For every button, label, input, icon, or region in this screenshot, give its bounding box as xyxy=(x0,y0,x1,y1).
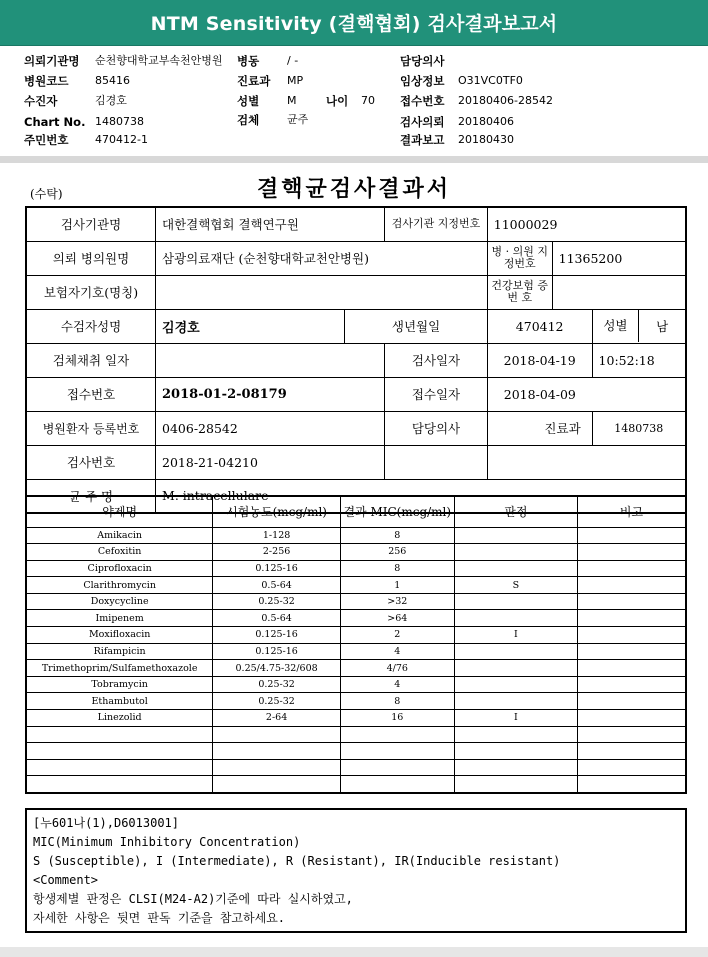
drug-name: Cefoxitin xyxy=(26,544,213,561)
remarks xyxy=(578,643,686,660)
hospital-code-value: 85416 xyxy=(95,74,130,87)
mic-result xyxy=(340,726,454,743)
test-range: 0.5-64 xyxy=(213,610,341,627)
lab-name-value: 대한결핵협회 결핵연구원 xyxy=(156,207,385,241)
note-legend: S (Susceptible), I (Intermediate), R (Resistant), IR(Inducible resistant) xyxy=(33,854,561,868)
health-ins-value xyxy=(552,275,686,309)
examinee-label: 수검자성명 xyxy=(26,309,156,343)
doctor-label: 담당의사 xyxy=(400,54,445,68)
table-header-row xyxy=(26,496,686,527)
table-row xyxy=(26,445,686,479)
remarks xyxy=(578,660,686,677)
table-row xyxy=(26,309,686,343)
mic-result: 8 xyxy=(340,527,454,544)
banner-title: NTM Sensitivity (결핵협회) 검사결과보고서 xyxy=(150,13,558,35)
clinic-code-label: 병 · 의원 지정번호 xyxy=(487,241,552,275)
interpretation xyxy=(454,776,577,793)
collect-value xyxy=(156,343,385,377)
drug-name: Doxycycline xyxy=(26,593,213,610)
remarks xyxy=(578,560,686,577)
drug-name: Linezolid xyxy=(26,710,213,727)
health-ins-label: 건강보험 증 번 호 xyxy=(487,275,552,309)
remarks xyxy=(578,676,686,693)
test-time-value: 10:52:18 xyxy=(592,343,686,377)
birth-label: 생년월일 xyxy=(345,309,487,343)
sex-cell xyxy=(592,309,686,343)
specimen-value: 균주 xyxy=(287,113,309,126)
interpretation: S xyxy=(454,577,577,594)
table-row xyxy=(26,241,686,275)
mic-result xyxy=(340,776,454,793)
remarks xyxy=(578,759,686,776)
interpretation xyxy=(454,527,577,544)
table-row xyxy=(26,377,686,411)
sex-value: 남 xyxy=(656,319,669,334)
received-value: 2018-04-09 xyxy=(487,377,686,411)
clinical-label: 임상정보 xyxy=(400,74,445,88)
lab-code-label: 검사기관 지정번호 xyxy=(385,207,488,241)
collect-label: 검체채취 일자 xyxy=(26,343,156,377)
test-range: 0.25-32 xyxy=(213,593,341,610)
req-hospital-label: 의뢰 병의원명 xyxy=(26,241,156,275)
patient-info xyxy=(0,0,708,160)
dept-label: 진료과 xyxy=(544,421,581,436)
test-no-value: 2018-21-04210 xyxy=(156,445,385,479)
interpretation xyxy=(454,743,577,760)
resident-value: 470412-1 xyxy=(95,133,148,146)
mic-result: >32 xyxy=(340,593,454,610)
drug-rows xyxy=(26,527,686,793)
dept-value: MP xyxy=(287,74,304,87)
report-label: 결과보고 xyxy=(400,133,445,147)
report-value: 20180430 xyxy=(458,133,514,146)
table-row xyxy=(26,544,686,561)
drug-name xyxy=(26,776,213,793)
header-interpretation: 판정 xyxy=(454,496,577,527)
mic-result: 8 xyxy=(340,693,454,710)
test-range: 2-256 xyxy=(213,544,341,561)
mic-result xyxy=(340,743,454,760)
test-range: 0.125-16 xyxy=(213,643,341,660)
test-range: 0.5-64 xyxy=(213,577,341,594)
doctor-label: 담당의사 xyxy=(385,411,488,445)
lab-name-label: 검사기관명 xyxy=(26,207,156,241)
doctor-dept-cell xyxy=(487,411,592,445)
remarks xyxy=(578,627,686,644)
hospital-value: 순천향대학교부속천안병원 xyxy=(95,54,223,67)
drug-name: Tobramycin xyxy=(26,676,213,693)
table-row xyxy=(26,759,686,776)
table-row xyxy=(26,776,686,793)
note-comment-line-1: 항생제별 판정은 CLSI(M24-A2)기준에 따라 실시하였고, xyxy=(33,892,353,906)
table-row xyxy=(26,726,686,743)
remarks xyxy=(578,726,686,743)
remarks xyxy=(578,577,686,594)
age-label: 나이 xyxy=(326,94,349,108)
mic-result: 1 xyxy=(340,577,454,594)
table-row xyxy=(26,560,686,577)
test-no-label: 검사번호 xyxy=(26,445,156,479)
table-row xyxy=(26,527,686,544)
reg-no-value: 0406-28542 xyxy=(156,411,385,445)
mic-result: 4 xyxy=(340,676,454,693)
insurer-label: 보험자기호(명칭) xyxy=(26,275,156,309)
table-row xyxy=(26,610,686,627)
dept-label: 진료과 xyxy=(237,74,271,88)
examinee-value: 김경호 xyxy=(156,309,345,343)
test-range: 0.25/4.75-32/608 xyxy=(213,660,341,677)
drug-susceptibility-table xyxy=(25,495,687,794)
mic-result: 256 xyxy=(340,544,454,561)
note-comment-line-2: 자세한 사항은 뒷면 판독 기준을 참고하세요. xyxy=(33,911,286,925)
received-label: 접수일자 xyxy=(385,377,488,411)
interpretation xyxy=(454,676,577,693)
test-range xyxy=(213,743,341,760)
table-row xyxy=(26,207,686,241)
remarks xyxy=(578,743,686,760)
test-range: 2-64 xyxy=(213,710,341,727)
interpretation xyxy=(454,759,577,776)
table-row xyxy=(26,343,686,377)
interpretation: I xyxy=(454,627,577,644)
interpretation xyxy=(454,593,577,610)
specimen-label: 검체 xyxy=(237,113,260,127)
sex-label: 성별 xyxy=(237,94,260,108)
accession-value: 2018-01-2-08179 xyxy=(156,377,385,411)
drug-name: Ciprofloxacin xyxy=(26,560,213,577)
notes-box xyxy=(25,808,687,933)
note-mic: MIC(Minimum Inhibitory Concentration) xyxy=(33,835,301,849)
chart-label: Chart No. xyxy=(24,115,86,129)
resident-label: 주민번호 xyxy=(24,133,69,147)
remarks xyxy=(578,776,686,793)
section-divider xyxy=(0,156,708,163)
test-range: 0.125-16 xyxy=(213,627,341,644)
patient-label: 수진자 xyxy=(24,94,58,108)
age-value: 70 xyxy=(361,94,375,107)
strain-value: M. intracellulare xyxy=(156,479,686,513)
hospital-code-label: 병원코드 xyxy=(24,74,69,88)
sex-value: M xyxy=(287,94,297,107)
test-range: 0.25-32 xyxy=(213,693,341,710)
remarks xyxy=(578,527,686,544)
table-row xyxy=(26,743,686,760)
req-hospital-value: 삼광의료재단 (순천향대학교천안병원) xyxy=(156,241,488,275)
request-value: 20180406 xyxy=(458,115,514,128)
dept-value: 1480738 xyxy=(592,411,686,445)
clinical-value: O31VC0TF0 xyxy=(458,74,523,87)
hospital-label: 의뢰기관명 xyxy=(24,54,80,68)
chart-value: 1480738 xyxy=(95,115,144,128)
mic-result xyxy=(340,759,454,776)
interpretation xyxy=(454,693,577,710)
drug-name: Imipenem xyxy=(26,610,213,627)
table-row xyxy=(26,676,686,693)
table-row xyxy=(26,593,686,610)
drug-name: Clarithromycin xyxy=(26,577,213,594)
mic-result: >64 xyxy=(340,610,454,627)
bottom-divider xyxy=(0,947,708,957)
table-row xyxy=(26,577,686,594)
interpretation xyxy=(454,643,577,660)
test-range xyxy=(213,759,341,776)
mic-result: 4 xyxy=(340,643,454,660)
remarks xyxy=(578,710,686,727)
birth-value: 470412 xyxy=(487,309,592,343)
drug-name: Amikacin xyxy=(26,527,213,544)
accession-label: 접수번호 xyxy=(400,94,445,108)
strain-label: 균 주 명 xyxy=(26,479,156,513)
table-row xyxy=(26,411,686,445)
table-row xyxy=(26,693,686,710)
table-row xyxy=(26,710,686,727)
accession-label: 접수번호 xyxy=(26,377,156,411)
reg-no-label: 병원환자 등록번호 xyxy=(26,411,156,445)
patient-value: 김경호 xyxy=(95,94,127,107)
header-drug: 약제명 xyxy=(26,496,213,527)
remarks xyxy=(578,610,686,627)
test-range xyxy=(213,776,341,793)
interpretation: I xyxy=(454,710,577,727)
drug-name xyxy=(26,743,213,760)
empty-cell xyxy=(487,445,686,479)
interpretation xyxy=(454,660,577,677)
table-row xyxy=(26,660,686,677)
ward-value: / - xyxy=(287,54,299,67)
header-mic: 결과 MIC(mcg/ml) xyxy=(340,496,454,527)
test-range xyxy=(213,726,341,743)
test-range: 1-128 xyxy=(213,527,341,544)
sex-label: 성별 xyxy=(593,310,640,342)
accession-value: 20180406-28542 xyxy=(458,94,553,107)
interpretation xyxy=(454,610,577,627)
drug-name: Rifampicin xyxy=(26,643,213,660)
note-code: [누601나(1),D6013001] xyxy=(33,816,180,830)
interpretation xyxy=(454,544,577,561)
receipt-note: (수탁) xyxy=(30,187,63,201)
mic-result: 4/76 xyxy=(340,660,454,677)
drug-name: Trimethoprim/Sulfamethoxazole xyxy=(26,660,213,677)
mic-result: 16 xyxy=(340,710,454,727)
header-concentration: 시험농도(mcg/ml) xyxy=(213,496,341,527)
empty-cell xyxy=(385,445,488,479)
insurer-value xyxy=(156,275,488,309)
test-date-label: 검사일자 xyxy=(385,343,488,377)
interpretation xyxy=(454,726,577,743)
drug-name xyxy=(26,726,213,743)
remarks xyxy=(578,593,686,610)
mic-result: 2 xyxy=(340,627,454,644)
note-comment-heading: <Comment> xyxy=(33,873,99,887)
clinic-code-value: 11365200 xyxy=(552,241,686,275)
test-range: 0.125-16 xyxy=(213,560,341,577)
table-row xyxy=(26,643,686,660)
drug-name: Ethambutol xyxy=(26,693,213,710)
drug-name xyxy=(26,759,213,776)
lab-code-value: 11000029 xyxy=(487,207,686,241)
test-range: 0.25-32 xyxy=(213,676,341,693)
test-date-value: 2018-04-19 xyxy=(487,343,592,377)
table-row xyxy=(26,627,686,644)
request-label: 검사의뢰 xyxy=(400,115,445,129)
drug-name: Moxifloxacin xyxy=(26,627,213,644)
interpretation xyxy=(454,560,577,577)
table-row xyxy=(26,275,686,309)
remarks xyxy=(578,693,686,710)
document-title: 결핵균검사결과서 xyxy=(256,176,452,202)
ward-label: 병동 xyxy=(237,54,260,68)
mic-result: 8 xyxy=(340,560,454,577)
remarks xyxy=(578,544,686,561)
lab-header-table xyxy=(25,206,687,514)
header-remarks: 비고 xyxy=(578,496,686,527)
